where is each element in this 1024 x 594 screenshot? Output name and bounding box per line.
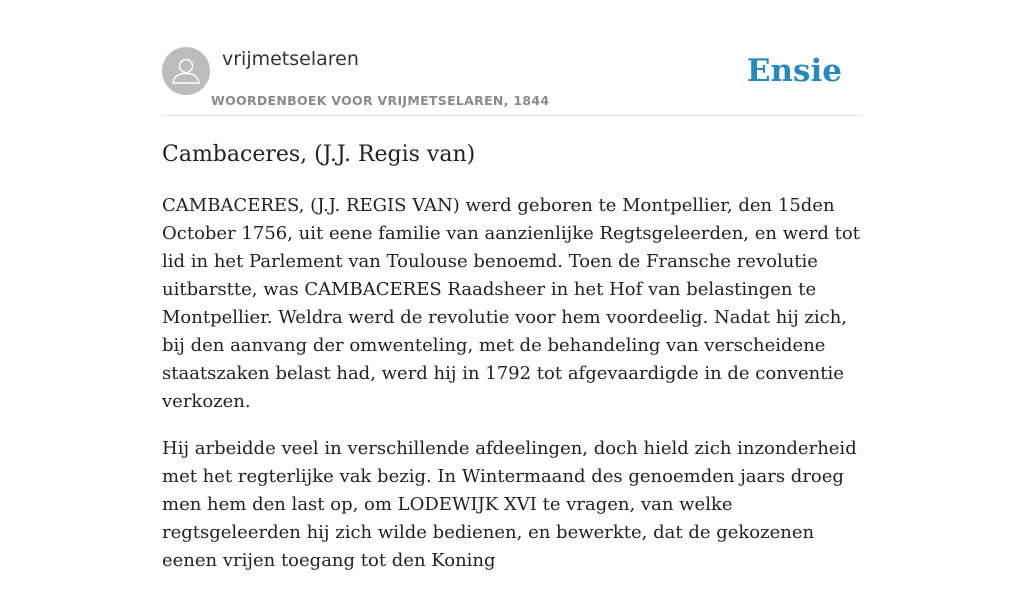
article-body: [162, 192, 862, 594]
user-avatar-icon[interactable]: [162, 47, 210, 95]
article-header: [162, 47, 862, 116]
brand-logo[interactable]: Ensie: [746, 53, 842, 89]
page-title: Cambaceres, (J.J. Regis van): [162, 142, 476, 167]
author-name[interactable]: vrijmetselaren: [222, 48, 359, 70]
article-paragraph: Hij arbeidde veel in verschillende afdeelingen, doch hield zich inzonderheid met het regterlijke vak bezig. In Wintermaand des genoemden jaars droeg men hem den last op, om LODEWIJK XVI te vragen, van welke regtsgeleerden hij zich wilde bedienen, en bewerkte, dat de gekozenen eenen vrijen toegang tot den Koning: [162, 438, 857, 571]
article-paragraph: CAMBACERES, (J.J. REGIS VAN) werd geboren te Montpellier, den 15den October 1756, uit eene familie van aanzienlijke Regtsgeleerden, en werd tot lid in het Parlement van Toulouse benoemd. Toen de Fransche revolutie uitbarstte, was CAMBACERES Raadsheer in het Hof van belastingen te Montpellier. Weldra werd de revolutie voor hem voordeelig. Nadat hij zich, bij den aanvang der omwenteling, met de behandeling van verscheidene staatszaken belast had, werd hij in 1792 tot afgevaardigde in de conventie verkozen.: [162, 195, 860, 412]
source-label[interactable]: WOORDENBOEK VOOR VRIJMETSELAREN, 1844: [211, 93, 550, 108]
